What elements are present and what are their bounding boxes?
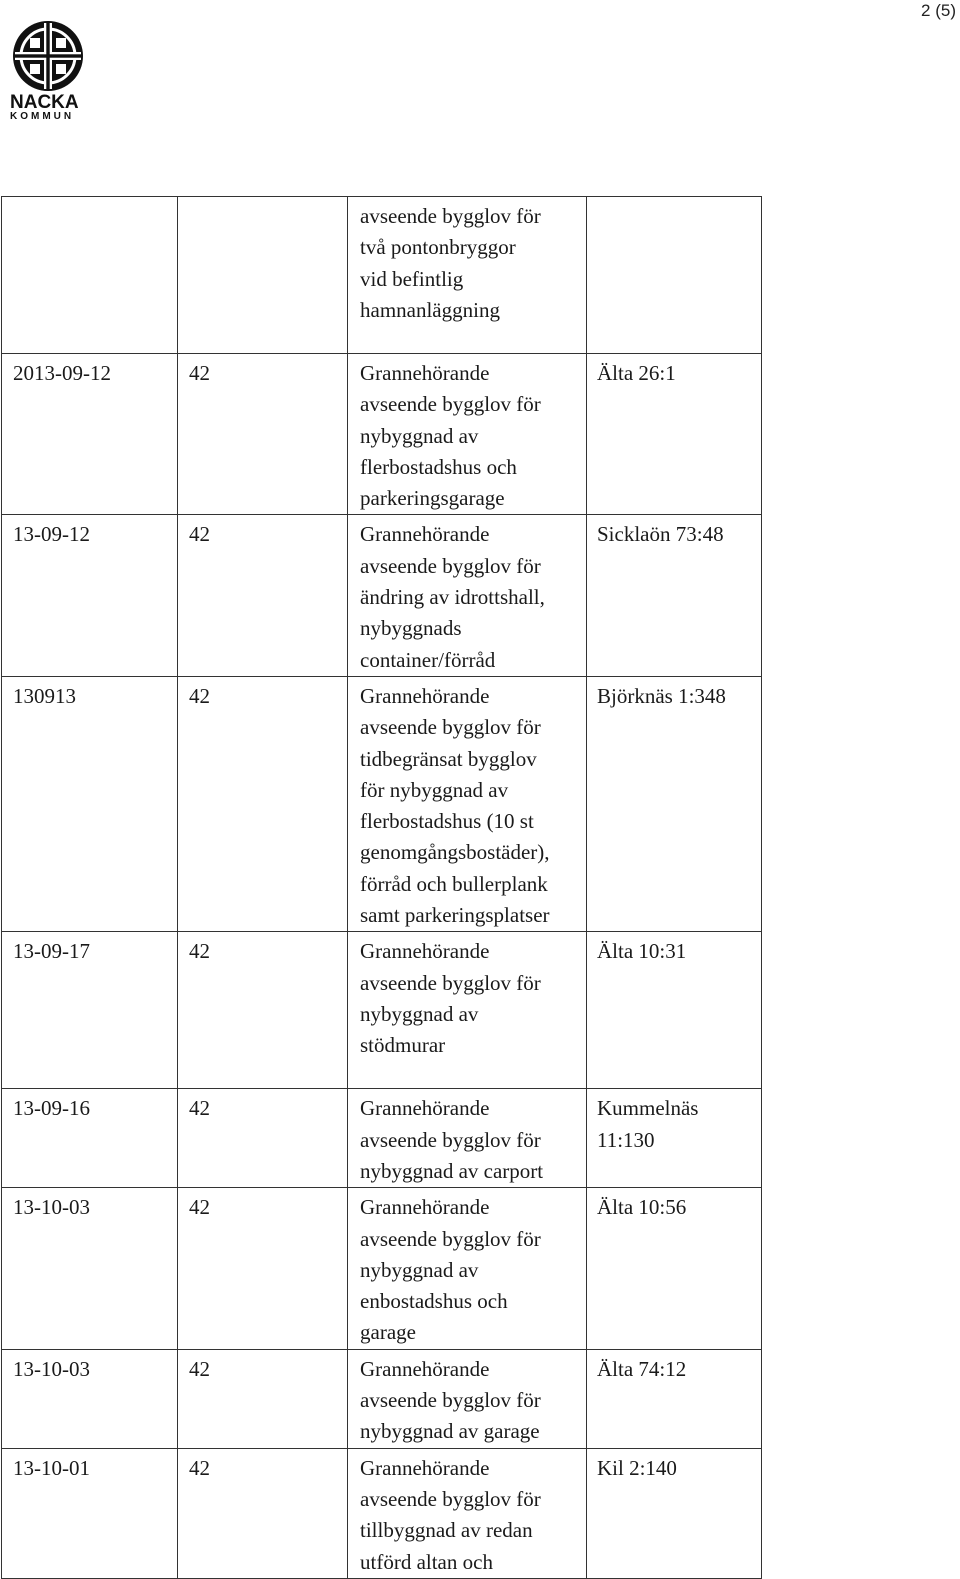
property-text: Kummelnäs 11:130 [597, 1096, 699, 1152]
date-cell [2, 197, 178, 354]
description-cell [348, 354, 587, 515]
date-cell [2, 515, 178, 676]
paragraph-number-cell [178, 354, 348, 515]
decisions-table [1, 196, 762, 1579]
description-text: Grannehörande avseende bygglov för nybyggnad av carport [360, 1096, 544, 1183]
date-cell [2, 1089, 178, 1188]
property-text: Kil 2:140 [597, 1455, 677, 1480]
date-cell [2, 1188, 178, 1349]
paragraph-number-cell [178, 1089, 348, 1188]
description-text: Grannehörande avseende bygglov för tidbegränsat bygglov för nybyggnad av flerbostadshus (10 st genomgångsbostäder), förråd och bullerplank samt parkeringsplatser [360, 683, 550, 928]
description-cell [348, 932, 587, 1089]
table-row [2, 515, 762, 676]
paragraph-number-cell [178, 1349, 348, 1448]
property-cell [587, 1349, 762, 1448]
date-text [2, 197, 177, 201]
nacka-emblem-icon [12, 20, 84, 92]
paragraph-number-cell [178, 515, 348, 676]
property-text: Älta 26:1 [597, 361, 676, 385]
property-text: Älta 10:31 [597, 939, 687, 964]
date-cell [2, 676, 178, 931]
table-row [2, 1188, 762, 1349]
paragraph-number-text: 42 [189, 1356, 210, 1381]
date-cell [2, 1349, 178, 1448]
paragraph-number-text: 42 [189, 1455, 210, 1480]
description-text: Grannehörande avseende bygglov för tillbyggnad av redan utförd altan och [360, 1455, 541, 1574]
description-cell [348, 1448, 587, 1578]
property-cell [587, 197, 762, 354]
description-cell [348, 676, 587, 931]
logo-name: NACKA [10, 92, 79, 113]
date-text: 13-09-16 [13, 1096, 90, 1121]
property-cell [587, 932, 762, 1089]
property-text [587, 197, 761, 201]
property-text: Älta 74:12 [597, 1356, 687, 1381]
property-cell [587, 1089, 762, 1188]
paragraph-number-text: 42 [189, 683, 210, 708]
property-cell [587, 515, 762, 676]
description-text: Grannehörande avseende bygglov för nybyggnad av stödmurar [360, 939, 541, 1058]
description-text: Grannehörande avseende bygglov för nybyggnad av flerbostadshus och parkeringsgarage [360, 361, 541, 511]
date-text: 13-09-17 [13, 939, 90, 964]
paragraph-number-cell [178, 1448, 348, 1578]
date-text: 13-10-03 [13, 1356, 90, 1381]
table-row [2, 197, 762, 354]
date-text: 13-09-12 [13, 522, 90, 547]
date-cell [2, 1448, 178, 1578]
paragraph-number-text: 42 [189, 1096, 210, 1121]
paragraph-number-cell [178, 197, 348, 354]
property-cell [587, 354, 762, 515]
description-text: avseende bygglov för två pontonbryggor vid befintlig hamnanläggning [360, 204, 541, 322]
property-text: Älta 10:56 [597, 1195, 687, 1220]
paragraph-number-text: 42 [189, 1195, 210, 1220]
date-text: 2013-09-12 [13, 361, 111, 385]
paragraph-number-cell [178, 1188, 348, 1349]
table-row [2, 932, 762, 1089]
description-text: Grannehörande avseende bygglov för ändring av idrottshall, nybyggnads container/förråd [360, 522, 545, 672]
description-text: Grannehörande avseende bygglov för nybyggnad av enbostadshus och garage [360, 1195, 541, 1345]
date-text: 13-10-01 [13, 1455, 90, 1480]
date-text: 13-10-03 [13, 1195, 90, 1220]
paragraph-number-text: 42 [189, 522, 210, 547]
nacka-kommun-logo [10, 20, 88, 122]
paragraph-number-cell [178, 676, 348, 931]
property-cell [587, 676, 762, 931]
table-row [2, 1349, 762, 1448]
description-cell [348, 1089, 587, 1188]
logo-subtitle: KOMMUN [10, 111, 75, 122]
paragraph-number-text: 42 [189, 361, 210, 385]
description-text: Grannehörande avseende bygglov för nybyggnad av garage [360, 1356, 541, 1444]
page-number: 2 (5) [921, 1, 956, 20]
property-cell [587, 1448, 762, 1578]
date-text: 130913 [13, 683, 76, 708]
description-cell [348, 515, 587, 676]
table-row [2, 1089, 762, 1188]
paragraph-number-text [178, 197, 347, 201]
table-row [2, 676, 762, 931]
property-cell [587, 1188, 762, 1349]
table-row [2, 354, 762, 515]
property-text: Björknäs 1:348 [597, 683, 726, 708]
date-cell [2, 932, 178, 1089]
description-cell [348, 1188, 587, 1349]
property-text: Sicklaön 73:48 [597, 522, 724, 547]
description-cell [348, 1349, 587, 1448]
table-row [2, 1448, 762, 1578]
description-cell [348, 197, 587, 354]
paragraph-number-text: 42 [189, 939, 210, 964]
paragraph-number-cell [178, 932, 348, 1089]
date-cell [2, 354, 178, 515]
